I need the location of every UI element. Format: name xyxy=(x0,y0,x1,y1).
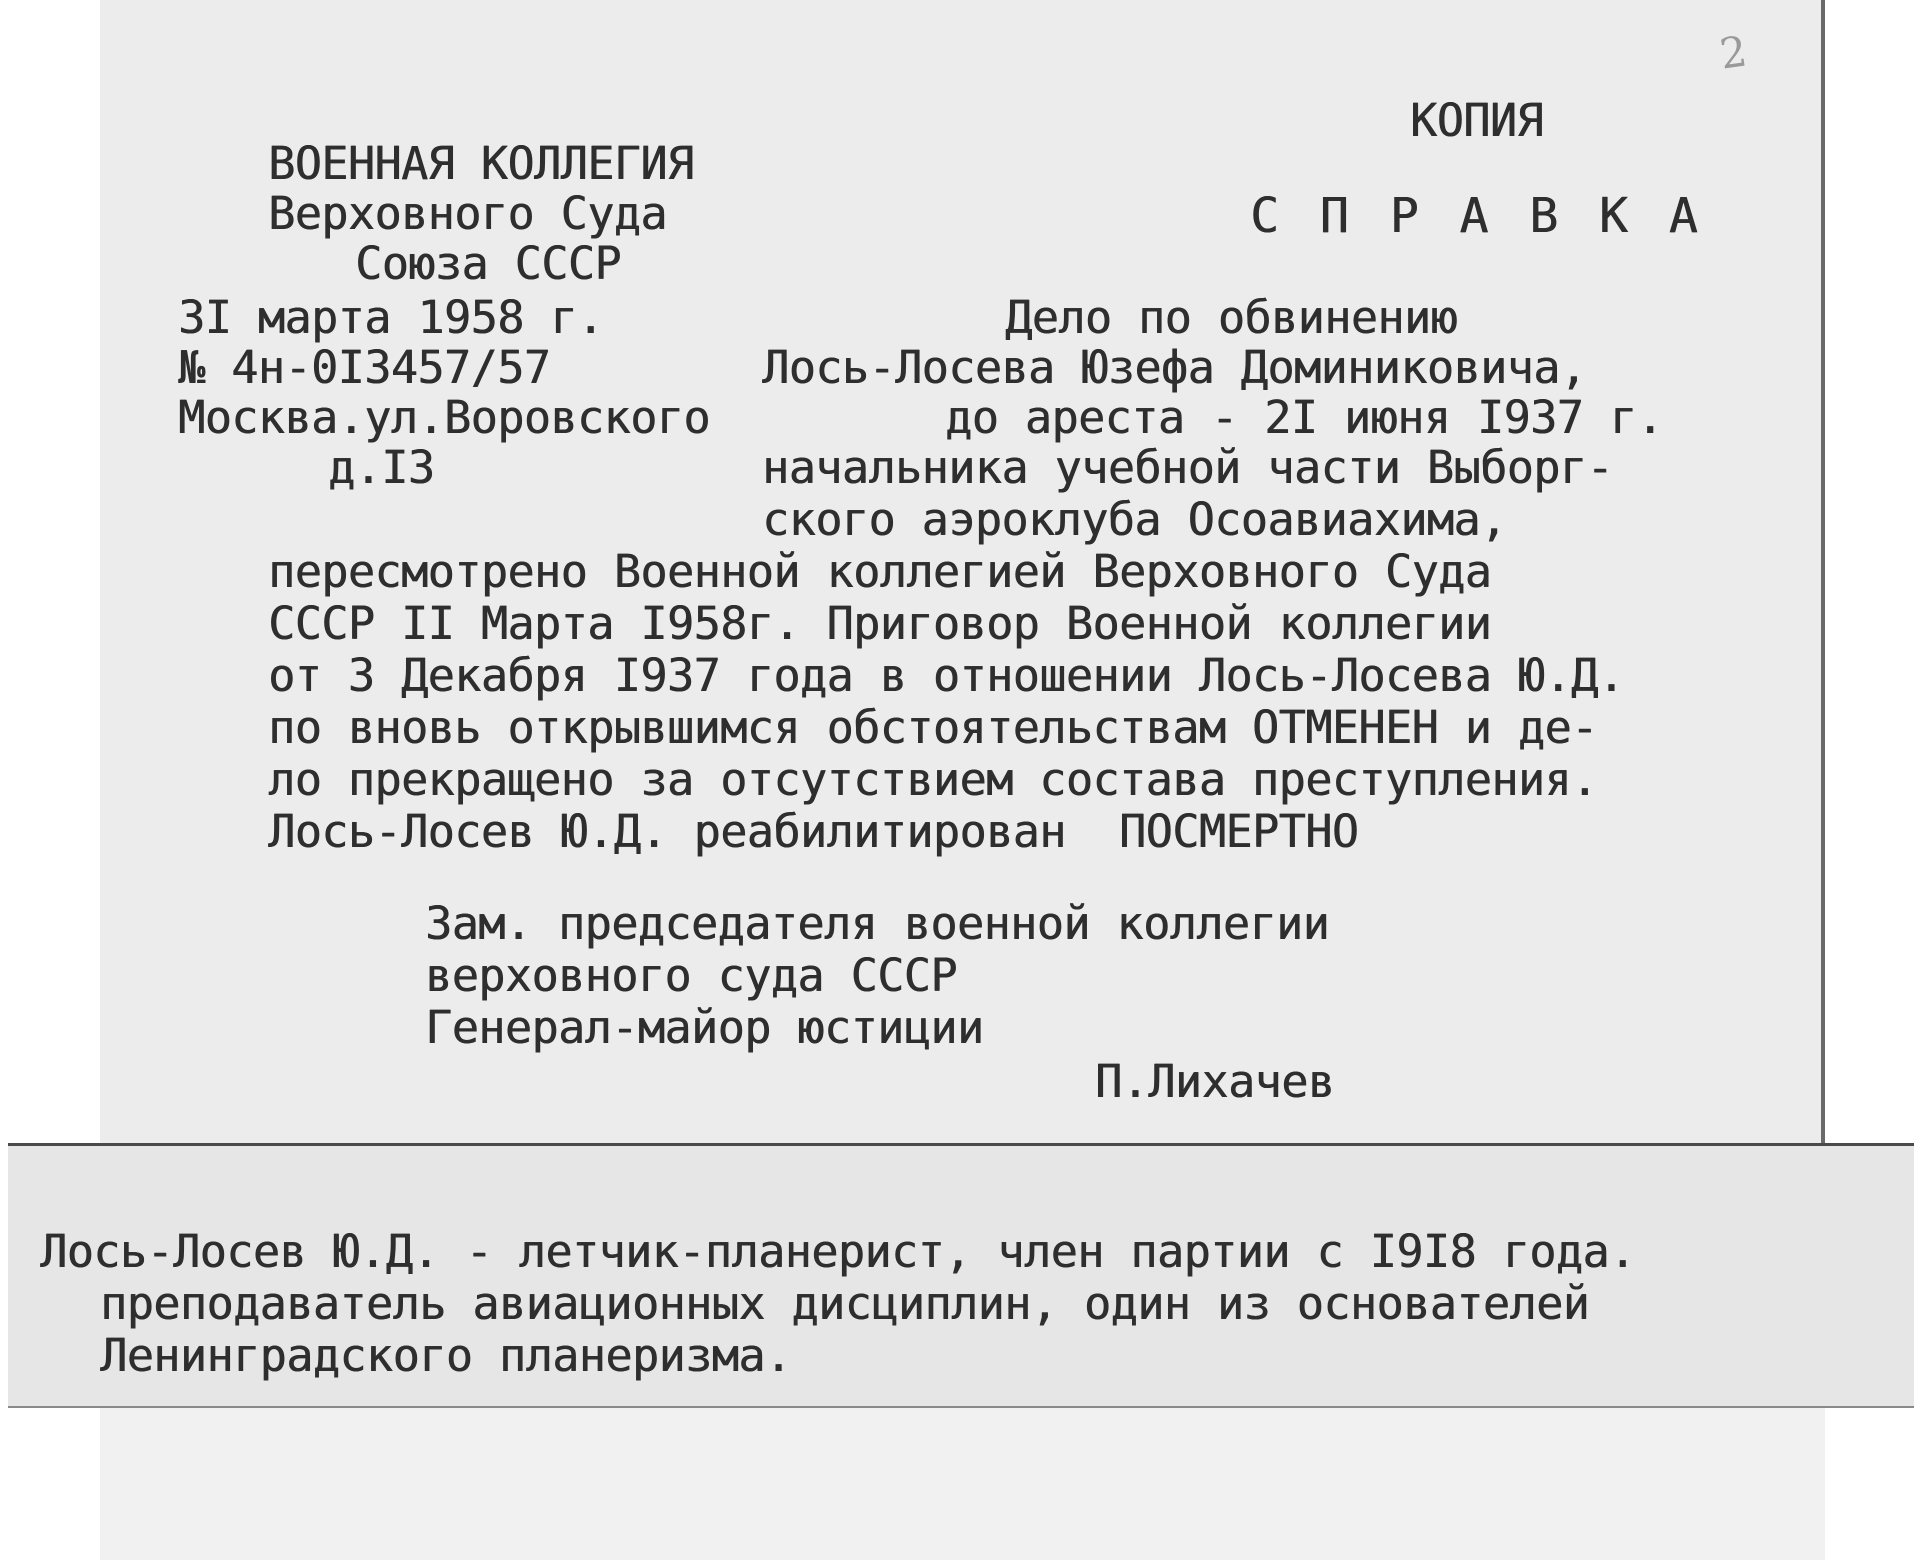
signature-line-3: Генерал-майор юстиции xyxy=(425,1001,984,1054)
accused-name: Лось-Лосева Юзефа Доминиковича, xyxy=(762,341,1587,394)
body-line-3: от 3 Декабря I937 года в отношении Лось-Лосева Ю.Д. xyxy=(268,649,1625,702)
issuer-line-2: Верховного Суда xyxy=(268,187,667,240)
document-date: 3I марта 1958 г. xyxy=(178,291,604,344)
lower-sheet xyxy=(100,1408,1825,1560)
document-number: № 4н-0I3457/57 xyxy=(178,341,551,394)
address-line-2: д.I3 xyxy=(328,441,435,494)
copy-mark: КОПИЯ xyxy=(1410,94,1543,147)
position-line-2: ского аэроклуба Осоавиахима, xyxy=(762,493,1507,546)
body-line-4: по вновь открывшимся обстоятельствам ОТМЕНЕН и де- xyxy=(268,701,1598,754)
body-line-2: СССР II Марта I958г. Приговор Военной коллегии xyxy=(268,597,1492,650)
note-line-3: Ленинградского планеризма. xyxy=(100,1329,792,1382)
issuer-line-3: Союза ССCP xyxy=(355,237,621,290)
arrest-info: до ареста - 2I июня I937 г. xyxy=(945,391,1663,444)
case-intro: Дело по обвинению xyxy=(1005,291,1458,344)
address-line-1: Москва.ул.Воровского xyxy=(178,391,710,444)
page-number: 2 xyxy=(1716,26,1751,79)
body-line-5: ло прекращено за отсутствием состава преступления. xyxy=(268,753,1598,806)
signature-line-1: Зам. председателя военной коллегии xyxy=(425,897,1330,950)
body-line-6: Лось-Лосев Ю.Д. реабилитирован ПОСМЕРТНО xyxy=(268,805,1359,858)
signature-line-2: верховного суда СССР xyxy=(425,949,957,1002)
document-title: С П Р А В К А xyxy=(1250,188,1704,244)
position-line-1: начальника учебной части Выборг- xyxy=(762,441,1613,494)
signature-name: П.Лихачев xyxy=(1095,1055,1335,1108)
issuer-line-1: ВОЕННАЯ КОЛЛЕГИЯ xyxy=(268,137,694,190)
body-line-1: пересмотрено Военной коллегией Верховного Суда xyxy=(268,545,1492,598)
note-line-1: Лось-Лосев Ю.Д. - летчик-планерист, член партии с I9I8 года. xyxy=(40,1225,1636,1278)
note-line-2: преподаватель авиационных дисциплин, один из основателей xyxy=(100,1277,1590,1330)
